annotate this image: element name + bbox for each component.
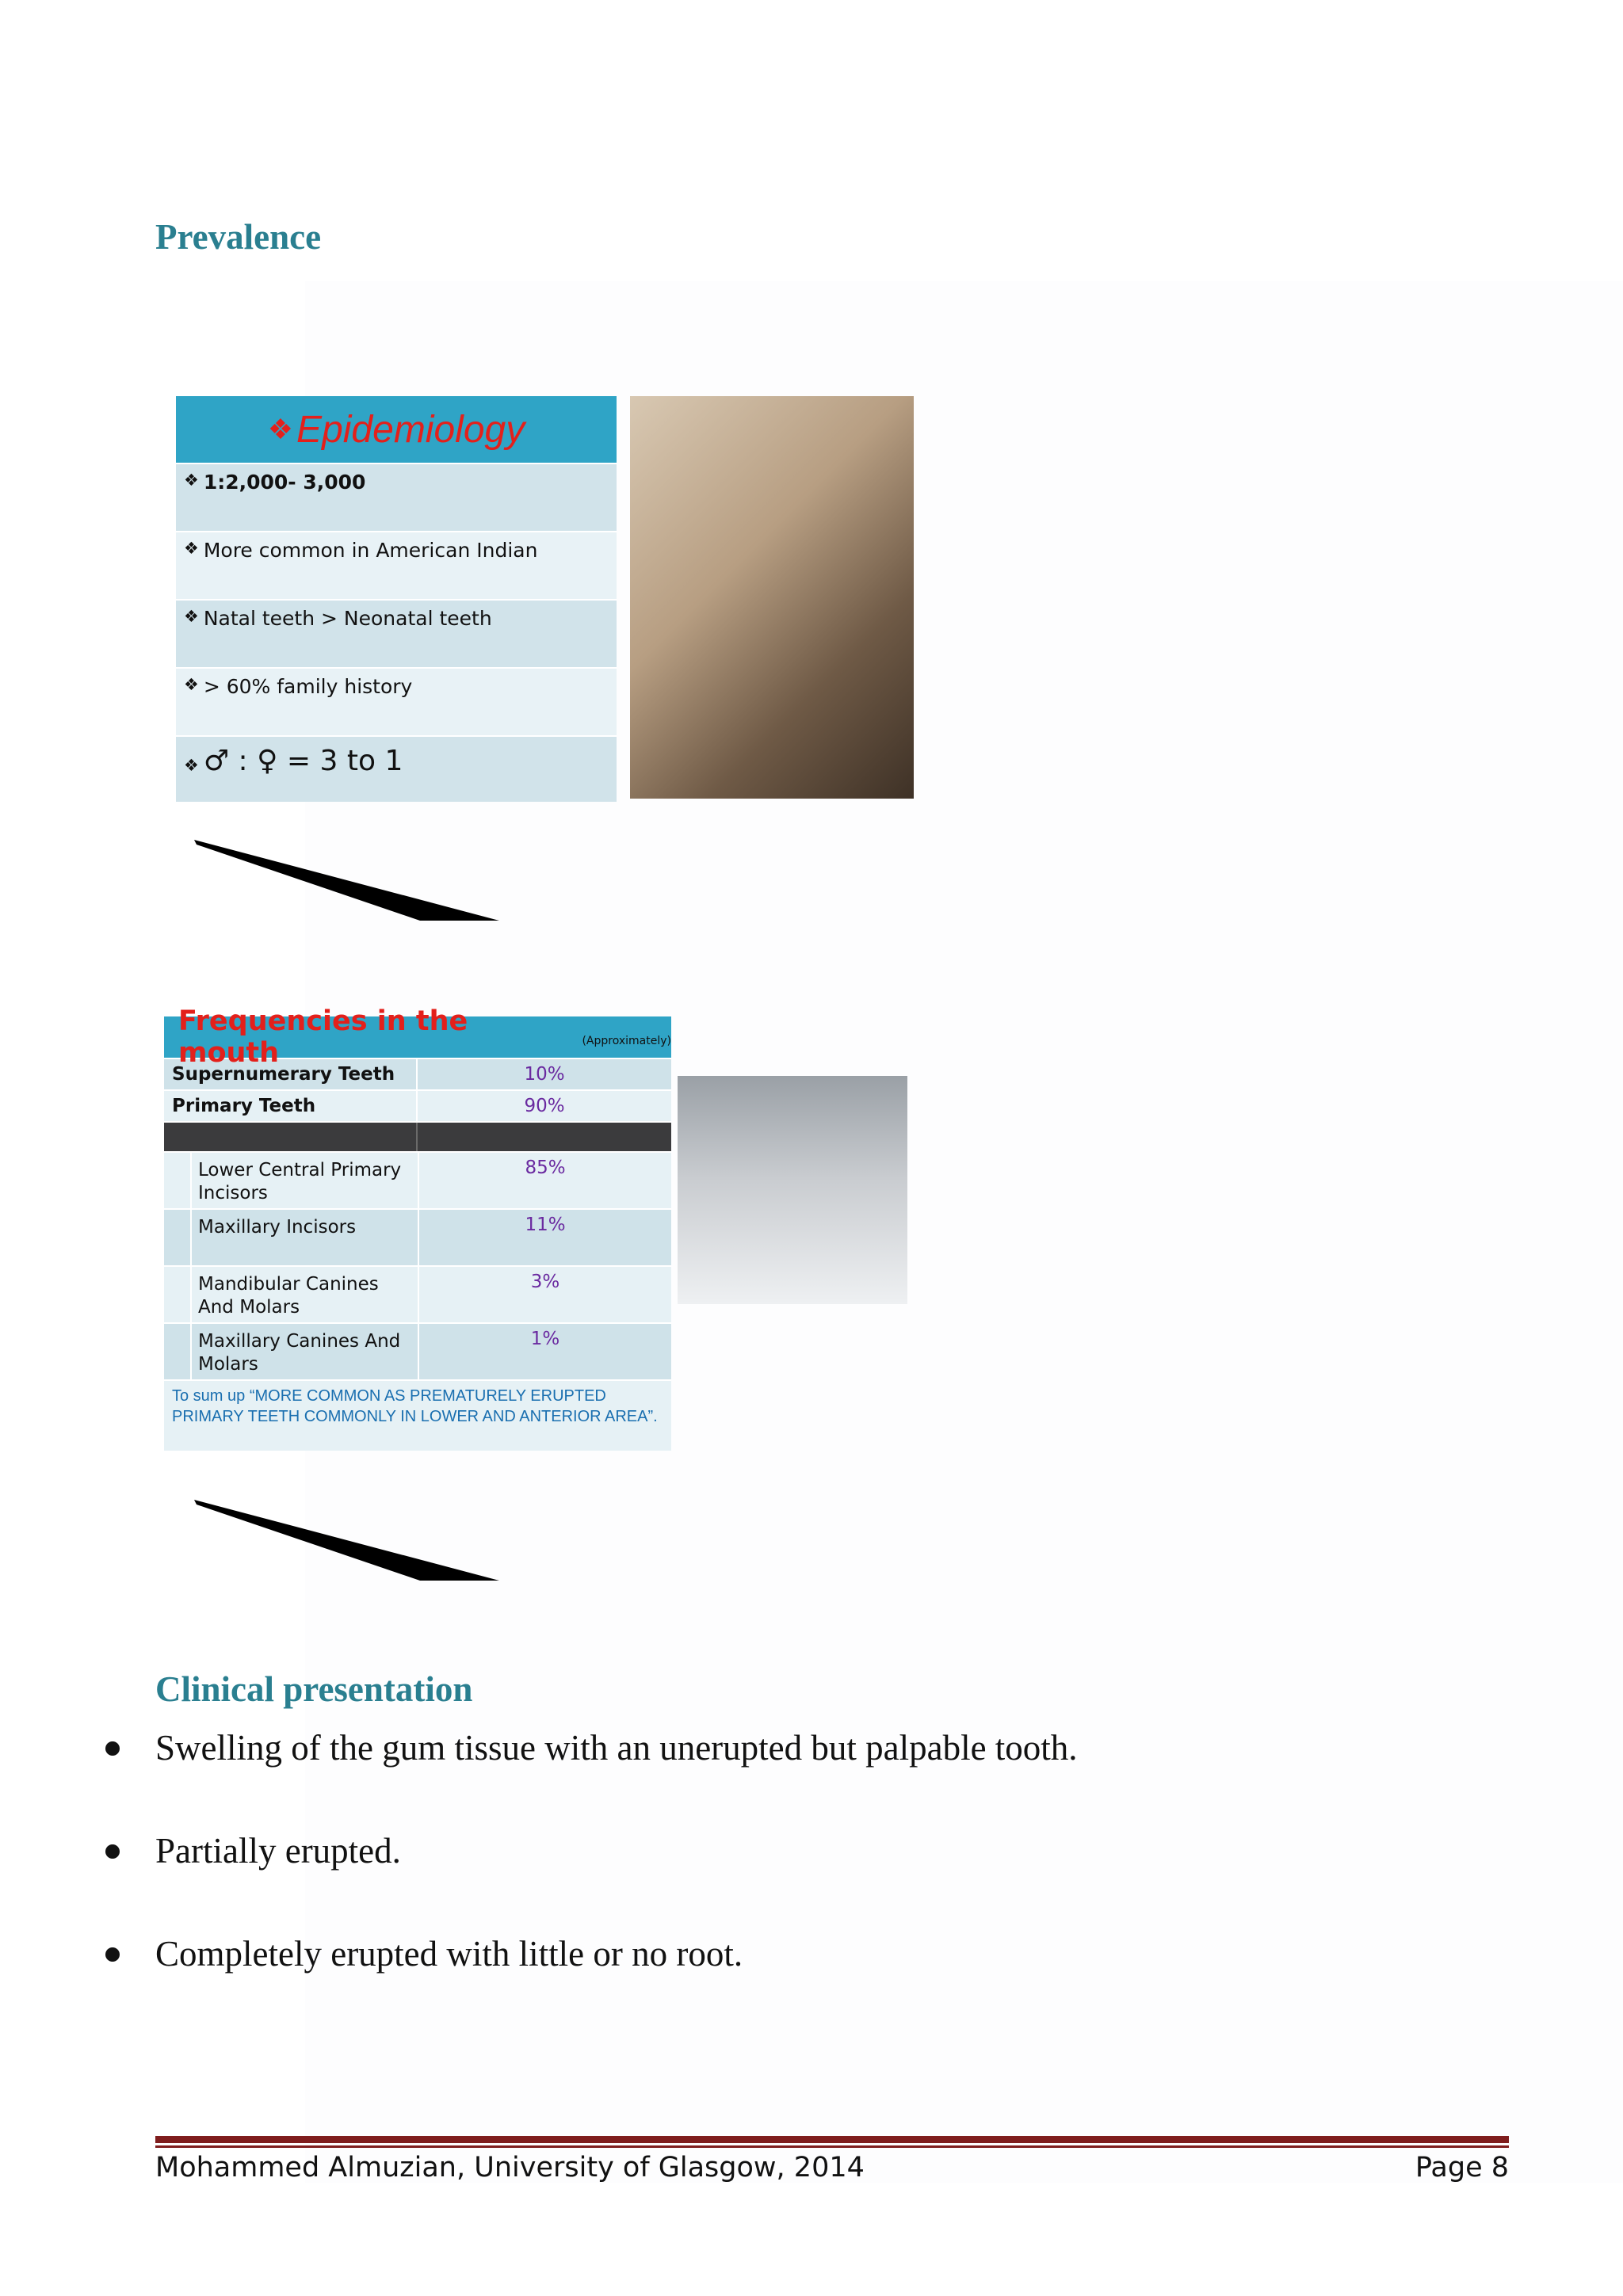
row-value: 10% (524, 1064, 565, 1085)
prevalence-heading: Prevalence (155, 217, 322, 257)
row-label: Lower Central Primary Incisors (198, 1160, 402, 1203)
teeth-model-image (678, 1076, 907, 1304)
row-label: Supernumerary Teeth (164, 1059, 418, 1089)
bullet-icon (105, 1741, 120, 1756)
table-row (164, 1058, 671, 1089)
footer-author: Mohammed Almuzian, University of Glasgow, 2014 (155, 2152, 865, 2183)
diamond-bullet-icon: ❖ (184, 675, 199, 694)
epidemiology-row (176, 735, 617, 802)
frequencies-title: Frequencies in the mouth (178, 1005, 468, 1069)
row-label: Maxillary Canines And Molars (198, 1331, 401, 1375)
diamond-bullet-icon: ❖ (184, 539, 199, 558)
epidemiology-header (176, 396, 617, 463)
clinical-heading: Clinical presentation (155, 1669, 473, 1709)
epidemiology-row-text: More common in American Indian (203, 539, 538, 562)
diamond-bullet-icon: ❖ (267, 413, 294, 445)
epidemiology-row-text: ♂ : ♀ = 3 to 1 (203, 745, 403, 777)
frequencies-approx: (Approximately) (582, 1035, 671, 1047)
table-row (164, 1322, 671, 1379)
list-item-text: Partially erupted. (155, 1831, 401, 1871)
diamond-bullet-icon: ❖ (184, 756, 199, 775)
epidemiology-title: Epidemiology (296, 408, 525, 451)
epidemiology-row-text: 1:2,000- 3,000 (203, 471, 366, 494)
row-value: 11% (525, 1215, 566, 1235)
epidemiology-row (176, 667, 617, 735)
row-label: Maxillary Incisors (198, 1217, 357, 1238)
epidemiology-row-text: > 60% family history (203, 675, 413, 698)
epidemiology-row-text: Natal teeth > Neonatal teeth (203, 607, 492, 630)
row-value: 1% (530, 1329, 560, 1349)
arrow-shape (194, 840, 499, 921)
epidemiology-table (176, 396, 617, 802)
epidemiology-row (176, 531, 617, 599)
summary-note: To sum up “MORE COMMON AS PREMATURELY ERUPTED PRIMARY TEETH COMMONLY IN LOWER AND ANTERIOR AREA”. (164, 1379, 671, 1451)
diamond-bullet-icon: ❖ (184, 607, 199, 626)
table-row (164, 1151, 671, 1208)
row-value: 90% (524, 1096, 565, 1116)
epidemiology-row (176, 463, 617, 531)
table-row (164, 1089, 671, 1121)
bullet-icon (105, 1947, 120, 1962)
table-divider-row (164, 1121, 671, 1151)
row-label: Mandibular Canines And Molars (198, 1274, 379, 1318)
bullet-icon (105, 1844, 120, 1859)
list-item (0, 1933, 1623, 2036)
list-item (0, 1830, 1623, 1933)
diamond-bullet-icon: ❖ (184, 471, 199, 490)
epidemiology-row (176, 599, 617, 667)
list-item (0, 1727, 1623, 1830)
row-value: 3% (530, 1272, 560, 1292)
row-value: 85% (525, 1158, 566, 1178)
page-footer (155, 2152, 1509, 2183)
row-label: Primary Teeth (164, 1091, 418, 1121)
list-item-text: Completely erupted with little or no root. (155, 1934, 743, 1974)
frequencies-table (164, 1005, 671, 1451)
list-item-text: Swelling of the gum tissue with an unerupted but palpable tooth. (155, 1728, 1078, 1768)
frequencies-header (164, 1005, 671, 1069)
table-row (164, 1208, 671, 1265)
arrow-shape (194, 1500, 499, 1581)
portrait-photo (630, 396, 914, 799)
table-row (164, 1265, 671, 1322)
clinical-bullet-list (0, 1727, 1623, 2036)
page-number: Page 8 (1415, 2152, 1509, 2183)
footer-rule (155, 2136, 1509, 2148)
